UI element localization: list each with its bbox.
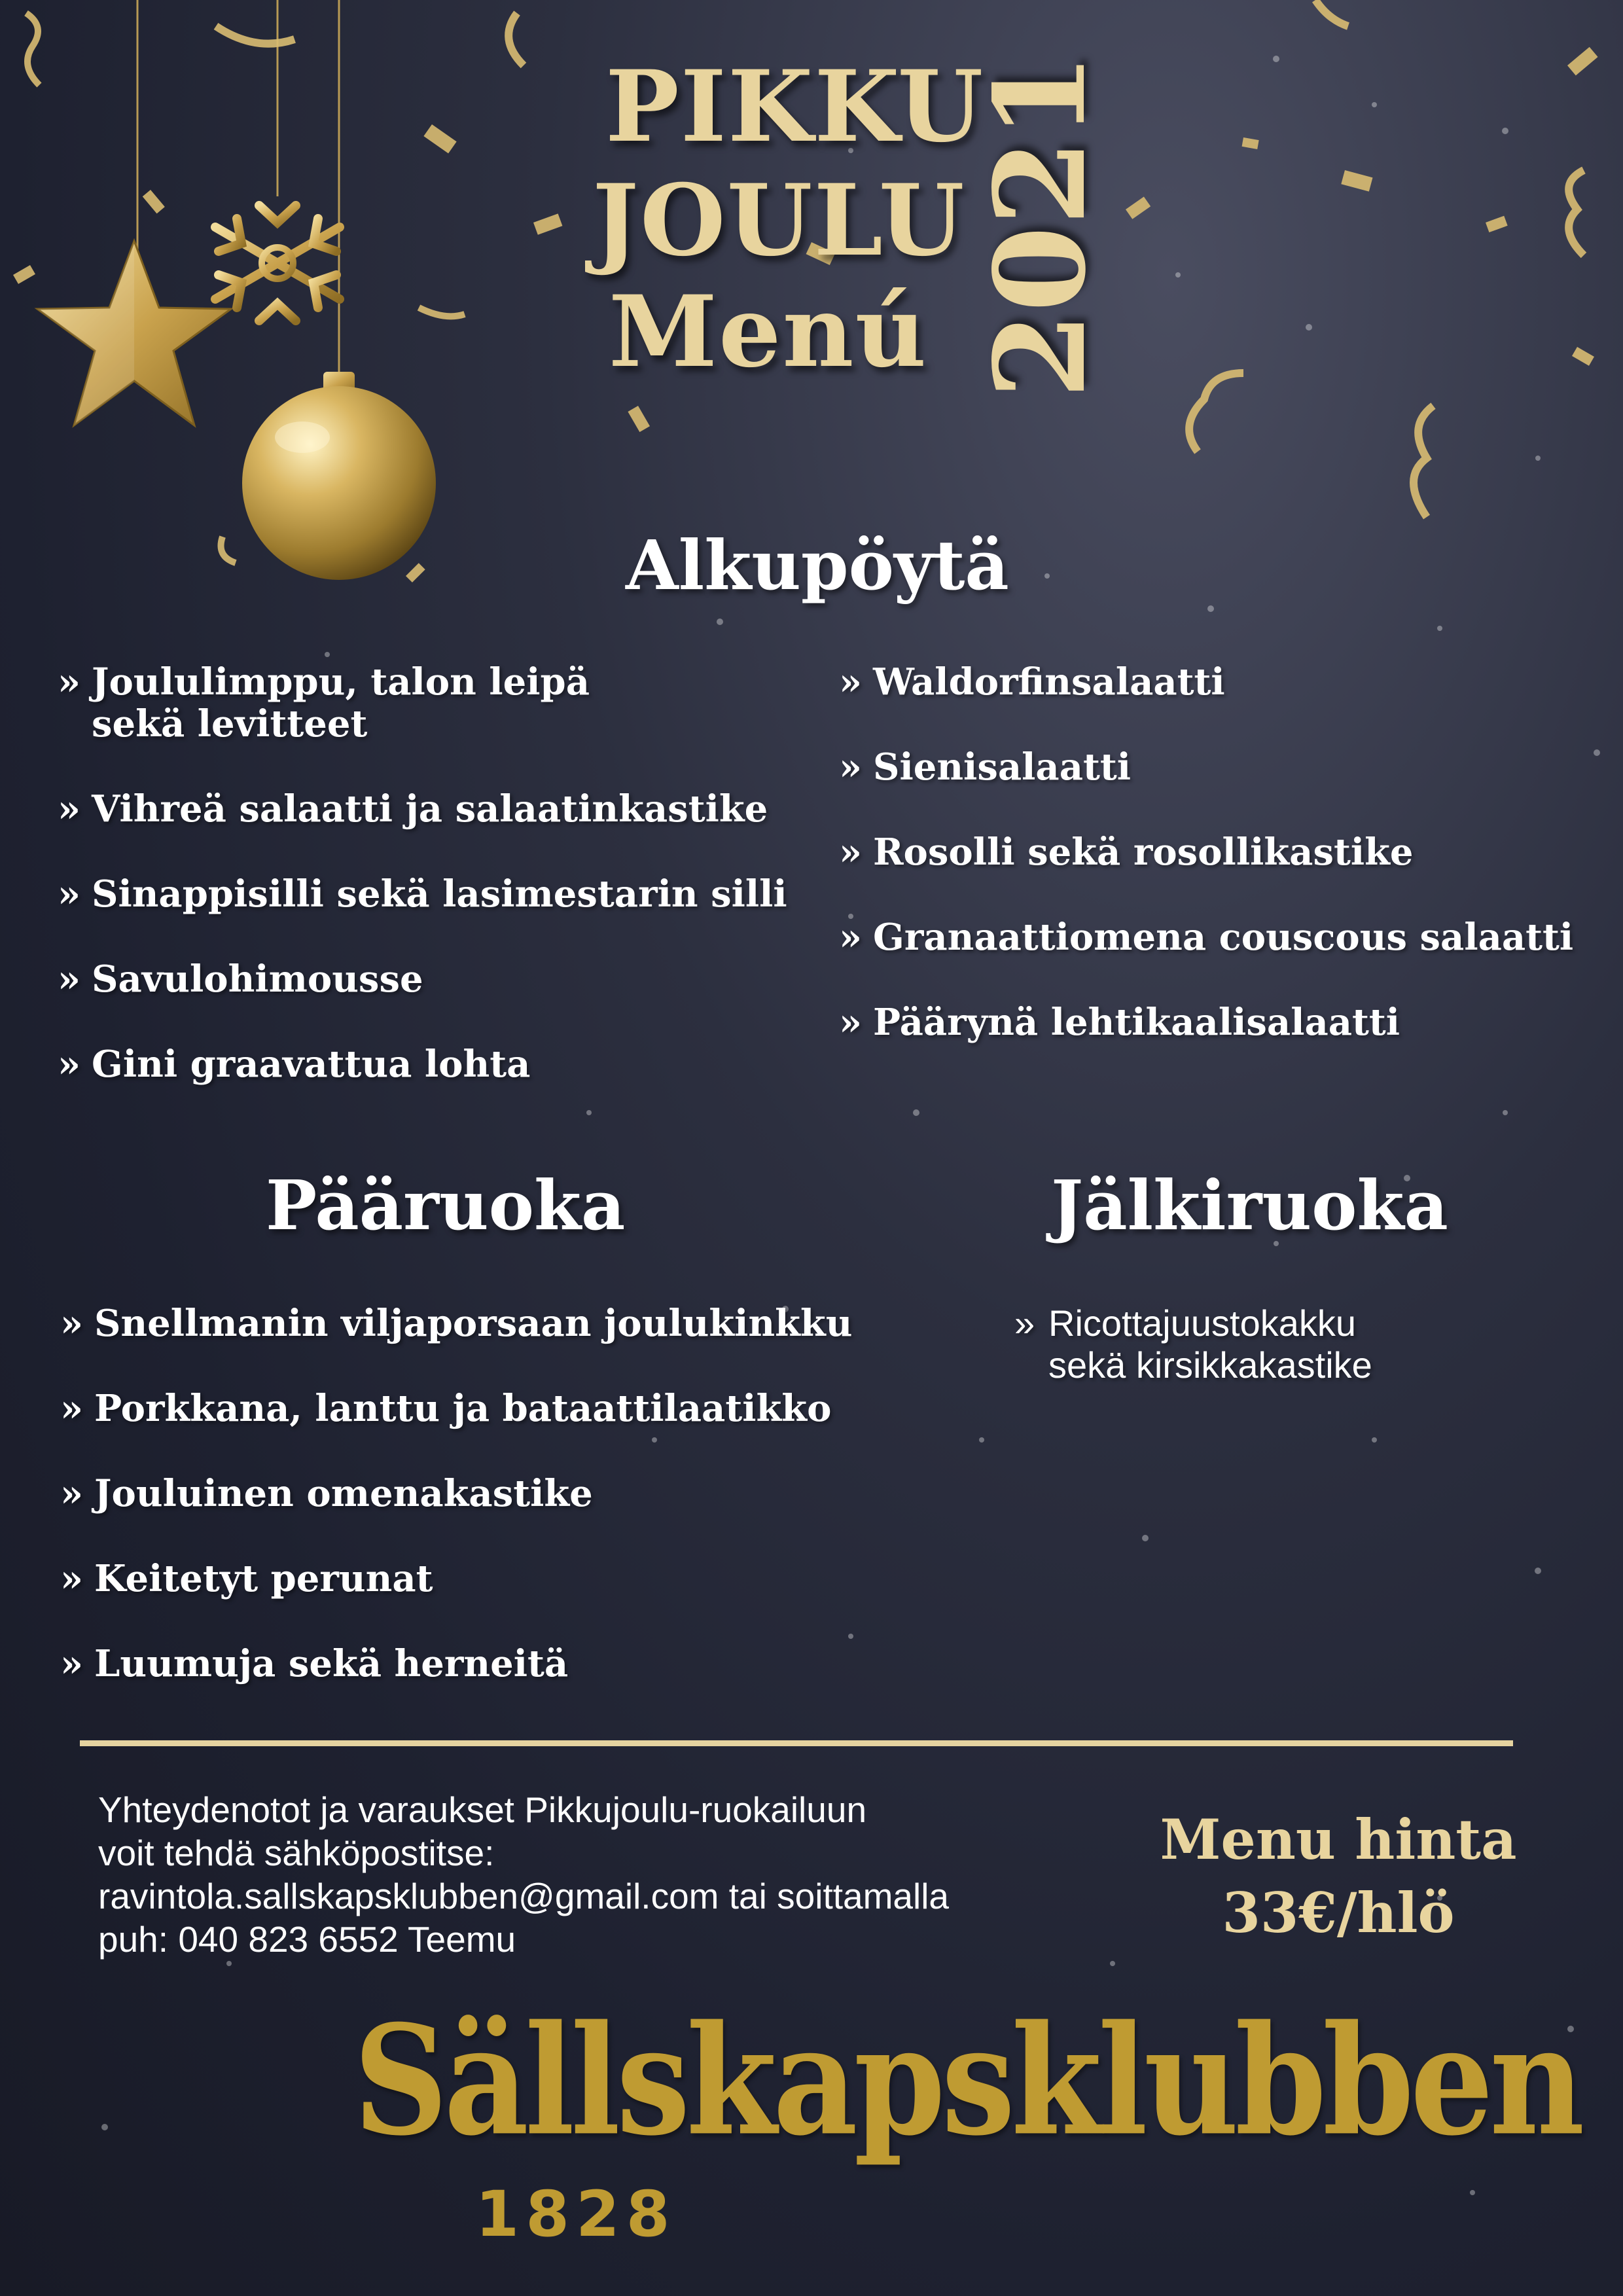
price-value: 33€/hlö [1222,1880,1455,1945]
christmas-ball-icon [242,372,436,580]
list-item: » Sinappisilli sekä lasimestarin silli [58,872,787,916]
alkupoyta-list-right [839,661,1573,1086]
contact-phone: puh: 040 823 6552 Teemu [98,1919,516,1960]
paaruoka-list [60,1302,852,1728]
list-item: » Granaattiomena couscous salaatti [839,916,1574,959]
menu-price [1126,1803,1551,1950]
list-item: » Vihreä salaatti ja salaatinkastike [58,787,768,831]
list-item: » Päärynä lehtikaalisalaatti [839,1001,1400,1044]
list-item: » Rosolli sekä rosollikastike [839,831,1414,874]
list-item: » Joululimppu, talon leipä sekä levitteet [58,660,590,745]
list-item: » Ricottajuustokakku sekä kirsikkakastike [1014,1302,1372,1386]
list-item: » Luumuja sekä herneitä [60,1642,569,1685]
contact-line-1: Yhteydenotot ja varaukset Pikkujoulu-ruokailuun [98,1789,867,1830]
heading-jalkiruoka: Jälkiruoka [1051,1165,1448,1246]
price-label: Menu hinta [1160,1807,1517,1872]
list-item: » Waldorfinsalaatti [839,660,1225,704]
list-item: » Snellmanin viljaporsaan joulukinkku [60,1302,853,1345]
jalkiruoka-list [1014,1302,1372,1429]
title-year: 2021 [967,52,1113,399]
contact-email: ravintola.sallskapsklubben@gmail.com tai soittamalla [98,1876,950,1916]
contact-line-2: voit tehdä sähköpostitse: [98,1833,495,1873]
list-item: » Gini graavattua lohta [58,1043,531,1086]
list-item: » Porkkana, lanttu ja bataattilaatikko [60,1387,832,1430]
list-item: » Sienisalaatti [839,745,1131,789]
title-joulu: JOULU [592,163,966,278]
alkupoyta-list-left [58,661,787,1128]
list-item: » Keitetyt perunat [60,1557,433,1600]
divider-line [80,1740,1513,1746]
list-item: » Savulohimousse [58,958,423,1001]
title-menu: Menú [609,274,928,389]
star-ornament-icon [37,241,231,425]
brand-logo: Sällskapsklubben [353,1992,1581,2170]
contact-info [98,1788,949,1961]
heading-alkupoyta: Alkupöytä [626,525,1009,605]
list-item: » Jouluinen omenakastike [60,1472,593,1515]
snowflake-ornament-icon [215,191,340,335]
heading-paaruoka: Pääruoka [266,1165,626,1246]
title-pikku: PIKKU [605,49,985,164]
brand-year: 1828 [475,2178,677,2251]
